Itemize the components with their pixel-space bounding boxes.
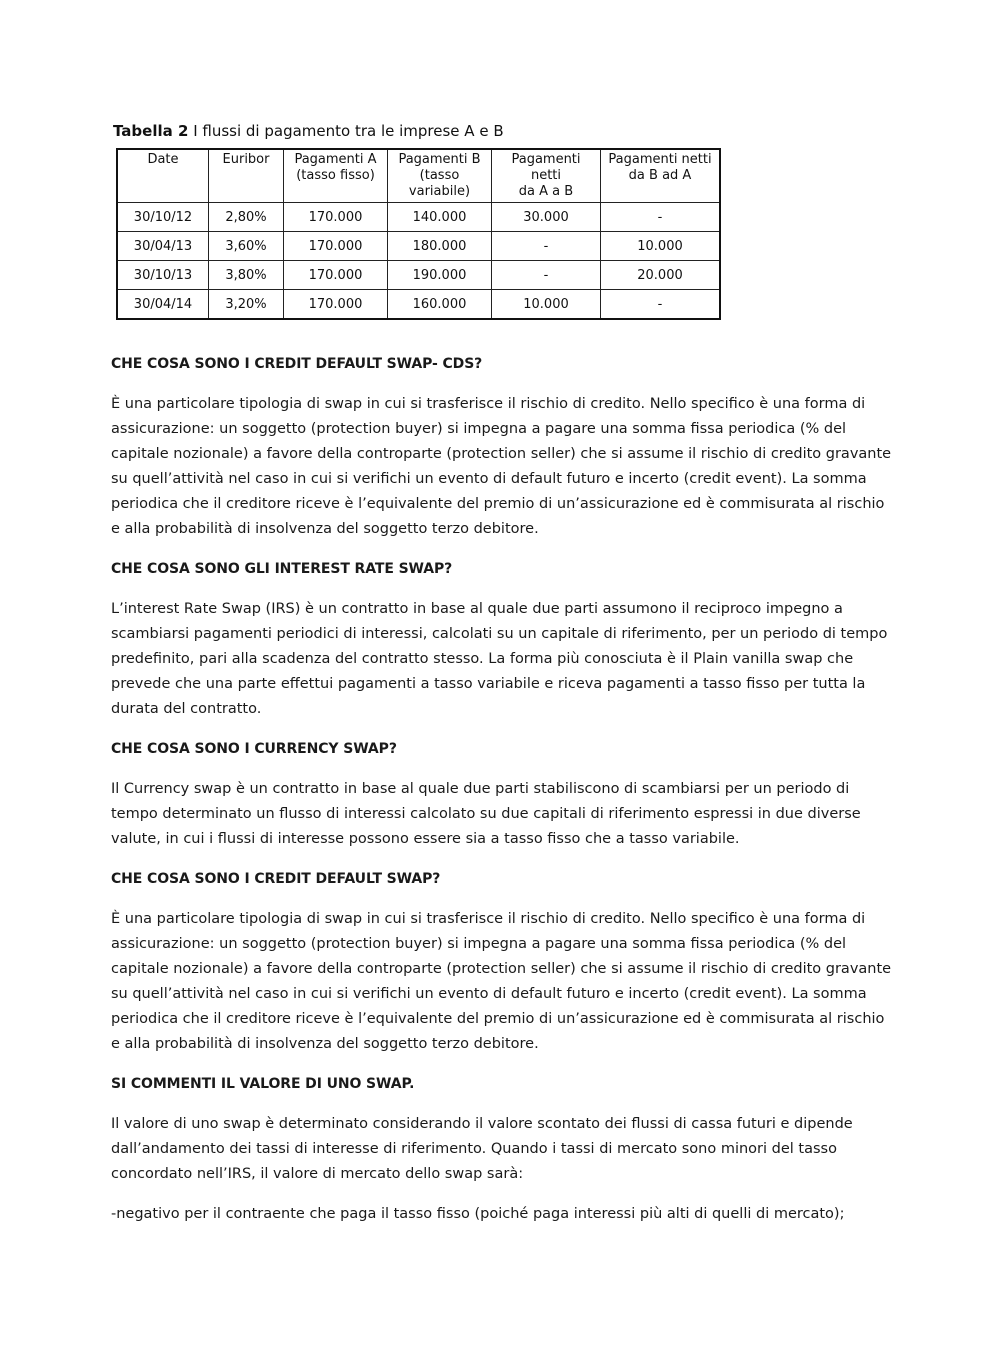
section-heading-currency-swap: CHE COSA SONO I CURRENCY SWAP? <box>111 741 397 757</box>
table-cell: 30/04/14 <box>117 290 209 320</box>
payment-flows-table <box>116 148 721 320</box>
header-pagamenti-a: Pagamenti A (tasso fisso) <box>284 149 388 203</box>
section-paragraph: È una particolare tipologia di swap in cui si trasferisce il rischio di credito. Nello specifico è una forma di assicurazione: un soggetto (protection buyer) si impegna a pagare una somma fissa periodica (% del capitale nozionale) a favore della controparte (protection seller) che si assume il rischio di credito gravante su quell’attività nel caso in cui si verifichi un evento di default futuro e incerto (credit event). La somma periodica che il creditore riceve è l’equivalente del premio di un’assicurazione ed è commisurata al rischio e alla probabilità di insolvenza del soggetto terzo debitore. <box>111 396 892 537</box>
table-row <box>117 232 720 261</box>
table-cell: 170.000 <box>284 290 388 320</box>
table-cell: - <box>601 203 721 232</box>
table-cell: 170.000 <box>284 203 388 232</box>
table-cell: 170.000 <box>284 232 388 261</box>
header-date: Date <box>117 149 209 203</box>
table-cell: 170.000 <box>284 261 388 290</box>
table-cell: 3,80% <box>209 261 284 290</box>
table-cell: 20.000 <box>601 261 721 290</box>
document-page <box>111 120 893 1242</box>
table-cell: 160.000 <box>388 290 492 320</box>
table-caption <box>113 120 893 142</box>
table-cell: - <box>492 232 601 261</box>
section-paragraph: Il valore di uno swap è determinato considerando il valore scontato dei flussi di cassa futuri e dipende dall’andamento dei tassi di interesse di riferimento. Quando i tassi di mercato sono minori del tasso concordato nell’IRS, il valore di mercato dello swap sarà: <box>111 1116 853 1182</box>
table-cell: 30/10/12 <box>117 203 209 232</box>
table-header-row <box>117 149 720 203</box>
table-cell: 190.000 <box>388 261 492 290</box>
table-cell: 3,20% <box>209 290 284 320</box>
header-euribor: Euribor <box>209 149 284 203</box>
table-row <box>117 290 720 320</box>
table-row <box>117 261 720 290</box>
section-paragraph: Il Currency swap è un contratto in base al quale due parti stabiliscono di scambiarsi per un periodo di tempo determinato un flusso di interessi calcolato su due capitali di riferimento espressi in due diverse valute, in cui i flussi di interesse possono essere sia a tasso fisso che a tasso variabile. <box>111 781 861 847</box>
table-cell: 10.000 <box>492 290 601 320</box>
table-caption-label: Tabella 2 <box>113 122 189 140</box>
table-cell: 2,80% <box>209 203 284 232</box>
table-cell: 10.000 <box>601 232 721 261</box>
section-heading-credit-default-swap: CHE COSA SONO I CREDIT DEFAULT SWAP? <box>111 871 441 887</box>
section-paragraph: È una particolare tipologia di swap in cui si trasferisce il rischio di credito. Nello specifico è una forma di assicurazione: un soggetto (protection buyer) si impegna a pagare una somma fissa periodica (% del capitale nozionale) a favore della controparte (protection seller) che si assume il rischio di credito gravante su quell’attività nel caso in cui si verifichi un evento di default futuro e incerto (credit event). La somma periodica che il creditore riceve è l’equivalente del premio di un’assicurazione ed è commisurata al rischio e alla probabilità di insolvenza del soggetto terzo debitore. <box>111 911 892 1052</box>
section-heading-irs: CHE COSA SONO GLI INTEREST RATE SWAP? <box>111 561 453 577</box>
section-heading-cds: CHE COSA SONO I CREDIT DEFAULT SWAP- CDS? <box>111 356 483 372</box>
header-netti-a-b: Pagamenti netti da A a B <box>492 149 601 203</box>
table-cell: 30.000 <box>492 203 601 232</box>
table-cell: 30/10/13 <box>117 261 209 290</box>
section-heading-swap-value: SI COMMENTI IL VALORE DI UNO SWAP. <box>111 1076 415 1092</box>
section-paragraph: -negativo per il contraente che paga il tasso fisso (poiché paga interessi più alti di quelli di mercato); <box>111 1206 845 1222</box>
header-pagamenti-b: Pagamenti B (tasso variabile) <box>388 149 492 203</box>
header-netti-b-a: Pagamenti netti da B ad A <box>601 149 721 203</box>
table-row <box>117 203 720 232</box>
table-cell: 30/04/13 <box>117 232 209 261</box>
table-cell: 140.000 <box>388 203 492 232</box>
table-caption-text: I flussi di pagamento tra le imprese A e B <box>193 122 504 140</box>
document-body <box>111 352 893 1227</box>
section-paragraph: L’interest Rate Swap (IRS) è un contratto in base al quale due parti assumono il reciproco impegno a scambiarsi pagamenti periodici di interessi, calcolati su un capitale di riferimento, per un periodo di tempo predefinito, pari alla scadenza del contratto stesso. La forma più conosciuta è il Plain vanilla swap che prevede che una parte effettui pagamenti a tasso variabile e riceva pagamenti a tasso fisso per tutta la durata del contratto. <box>111 601 888 717</box>
table-cell: - <box>601 290 721 320</box>
table-cell: 3,60% <box>209 232 284 261</box>
table-cell: 180.000 <box>388 232 492 261</box>
table-cell: - <box>492 261 601 290</box>
